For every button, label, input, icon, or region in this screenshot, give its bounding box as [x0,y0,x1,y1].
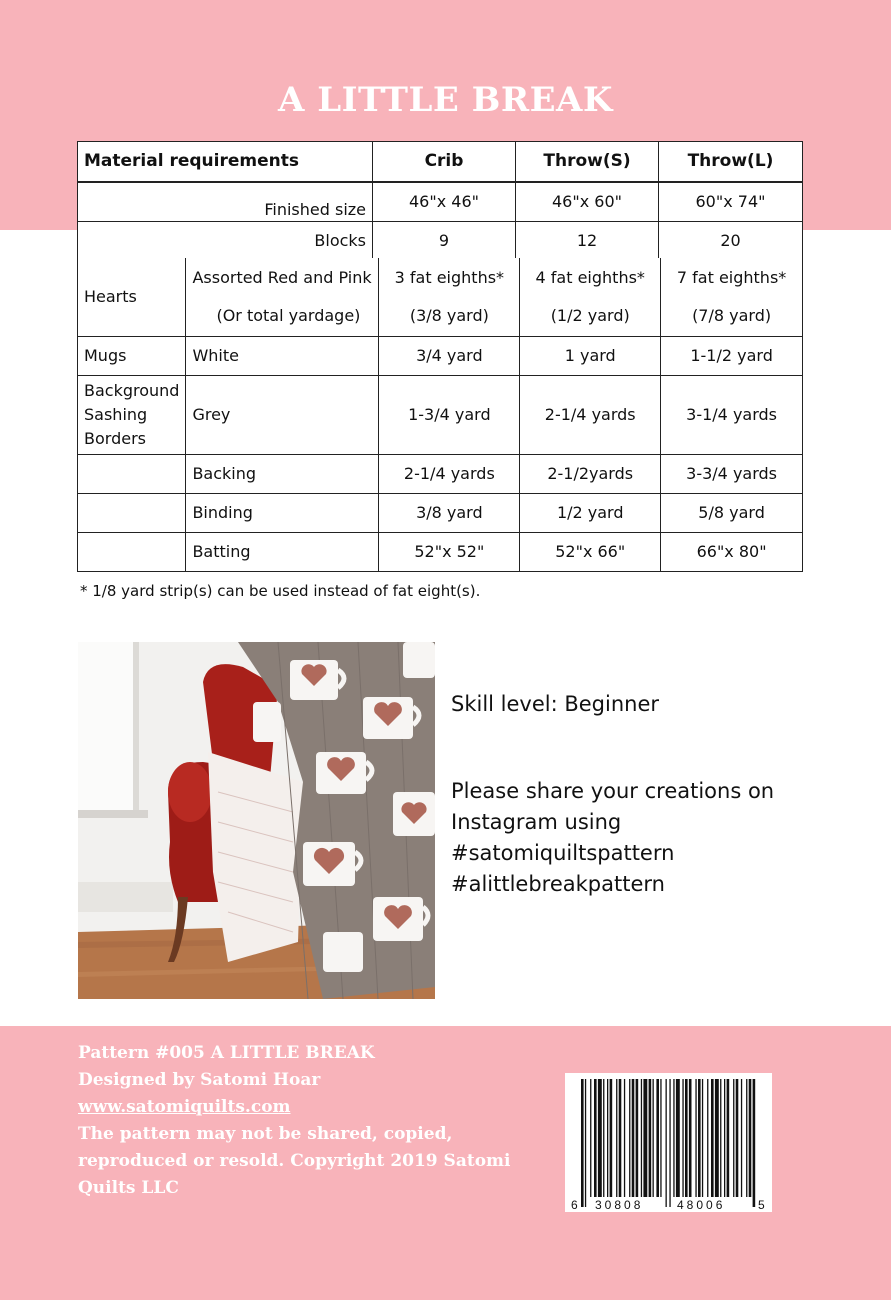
share-message [451,776,774,900]
category-empty [78,493,186,532]
cell-line2: (3/8 yard) [409,305,489,325]
barcode-bar [590,1079,591,1197]
barcode-bar [695,1079,696,1197]
barcode-bar [624,1079,625,1197]
fabric-grey: Grey [186,375,379,454]
barcode-bar [698,1079,701,1197]
cell-line1: 3 fat eighths* [394,267,505,287]
category-line: Sashing [84,404,148,424]
footnote: * 1/8 yard strip(s) can be used instead of fat eight(s). [80,582,481,600]
material-requirements-table [77,141,803,260]
category-line: Borders [84,428,146,448]
category-empty [78,454,186,493]
cell-line2: (1/2 yard) [550,305,630,325]
category-line: Background [84,380,180,400]
table-cell: 3-1/4 yards [661,375,803,454]
barcode-bar [673,1079,674,1197]
category-hearts: Hearts [78,258,186,336]
barcode-bar [736,1079,739,1197]
barcode-bar [653,1079,654,1197]
barcode-bar [724,1079,725,1197]
barcode-bar [707,1079,708,1197]
table-cell: 52"x 52" [379,532,520,571]
table-cell: 20 [659,222,803,260]
barcode-check-digit: 5 [758,1198,765,1212]
quilt-photo [78,642,435,999]
barcode-bar [607,1079,608,1197]
table-cell: 46"x 60" [516,182,659,222]
barcode-bar [753,1079,756,1207]
header-throw-l: Throw(L) [659,142,803,182]
fabric-binding: Binding [186,493,379,532]
barcode-bars [565,1073,772,1212]
barcode-bar [616,1079,617,1197]
fabric-line1: Assorted Red and Pink [192,267,372,287]
copyright-line: Quilts LLC [78,1178,179,1198]
fabric-assorted-red-pink [186,258,379,336]
table-cell: 1 yard [520,336,661,375]
finished-size-label: Finished size [78,182,373,222]
barcode-bar [632,1079,635,1197]
cell-line1: 4 fat eighths* [535,267,645,287]
hashtag-satomiquiltspattern: #satomiquiltspattern [451,841,675,865]
barcode-bar [585,1079,586,1207]
barcode-bar [727,1079,730,1197]
barcode-bar [598,1079,602,1197]
table-cell: 9 [373,222,516,260]
table-cell: 3/8 yard [379,493,520,532]
barcode-bar [702,1079,703,1197]
table-header-row [78,142,803,182]
header-throw-s: Throw(S) [516,142,659,182]
barcode-first-digit: 6 [571,1198,578,1212]
pattern-title: A LITTLE BREAK [278,80,613,120]
barcode-right-group: 48006 [677,1198,726,1212]
barcode-bar [610,1079,613,1197]
table-row-background [78,375,803,454]
table-cell: 46"x 46" [373,182,516,222]
table-cell: 1-1/2 yard [661,336,803,375]
table-cell: 3-3/4 yards [661,454,803,493]
cell-line2: (7/8 yard) [692,305,772,325]
barcode-bar [682,1079,683,1197]
pattern-number: Pattern #005 A LITTLE BREAK [78,1043,375,1063]
quilt-on-chair-illustration [78,642,435,999]
barcode-bar [676,1079,680,1197]
cell-line1: 7 fat eighths* [676,267,787,287]
barcode-bar [581,1079,584,1207]
barcode [565,1073,772,1212]
table-cell: 5/8 yard [661,493,803,532]
fabric-line2: (Or total yardage) [216,305,361,325]
table-row-binding [78,493,803,532]
barcode-bar [649,1079,652,1197]
table-row-backing [78,454,803,493]
copyright-line: The pattern may not be shared, copied, [78,1124,453,1144]
barcode-bar [720,1079,721,1197]
table-cell [520,258,661,336]
fabric-backing: Backing [186,454,379,493]
barcode-bar [603,1079,604,1197]
category-mugs: Mugs [78,336,186,375]
blocks-label: Blocks [78,222,373,260]
barcode-bar [685,1079,688,1197]
fabric-requirements-table [77,258,803,572]
table-row-hearts [78,258,803,336]
barcode-bar [619,1079,622,1197]
table-cell: 2-1/2yards [520,454,661,493]
fabric-white: White [186,336,379,375]
hashtag-alittlebreakpattern: #alittlebreakpattern [451,872,665,896]
website-link[interactable]: www.satomiquilts.com [78,1097,291,1117]
table-cell [379,258,520,336]
table-cell [661,258,803,336]
barcode-bar [715,1079,719,1197]
table-row-batting [78,532,803,571]
footer-info [78,1040,558,1202]
barcode-bar [669,1079,670,1207]
category-background-sashing-borders [78,375,186,454]
barcode-bar [660,1079,661,1197]
fabric-batting: Batting [186,532,379,571]
table-cell: 12 [516,222,659,260]
table-cell: 52"x 66" [520,532,661,571]
header-crib: Crib [373,142,516,182]
table-cell: 2-1/4 yards [379,454,520,493]
table-cell: 1/2 yard [520,493,661,532]
barcode-bar [656,1079,659,1197]
barcode-bar [636,1079,639,1197]
designer-credit: Designed by Satomi Hoar [78,1070,321,1090]
barcode-bar [666,1079,667,1207]
table-cell: 2-1/4 yards [520,375,661,454]
share-line: Instagram using [451,810,622,834]
barcode-left-group: 30808 [595,1198,644,1212]
barcode-bar [741,1079,742,1197]
barcode-bar [689,1079,692,1197]
skill-level: Skill level: Beginner [451,692,660,716]
barcode-bar [711,1079,714,1197]
header-material: Material requirements [78,142,373,182]
barcode-bar [749,1079,752,1197]
barcode-bar [643,1079,647,1197]
barcode-bar [641,1079,642,1197]
barcode-bar [629,1079,630,1197]
table-row-blocks [78,222,803,260]
category-empty [78,532,186,571]
barcode-bar [733,1079,734,1197]
table-row-mugs [78,336,803,375]
barcode-bar [746,1079,747,1197]
table-cell: 60"x 74" [659,182,803,222]
table-cell: 3/4 yard [379,336,520,375]
table-cell: 66"x 80" [661,532,803,571]
table-row-finished-size [78,182,803,222]
table-cell: 1-3/4 yard [379,375,520,454]
copyright-line: reproduced or resold. Copyright 2019 Satomi [78,1151,511,1171]
share-line: Please share your creations on [451,779,775,803]
barcode-bar [594,1079,597,1197]
